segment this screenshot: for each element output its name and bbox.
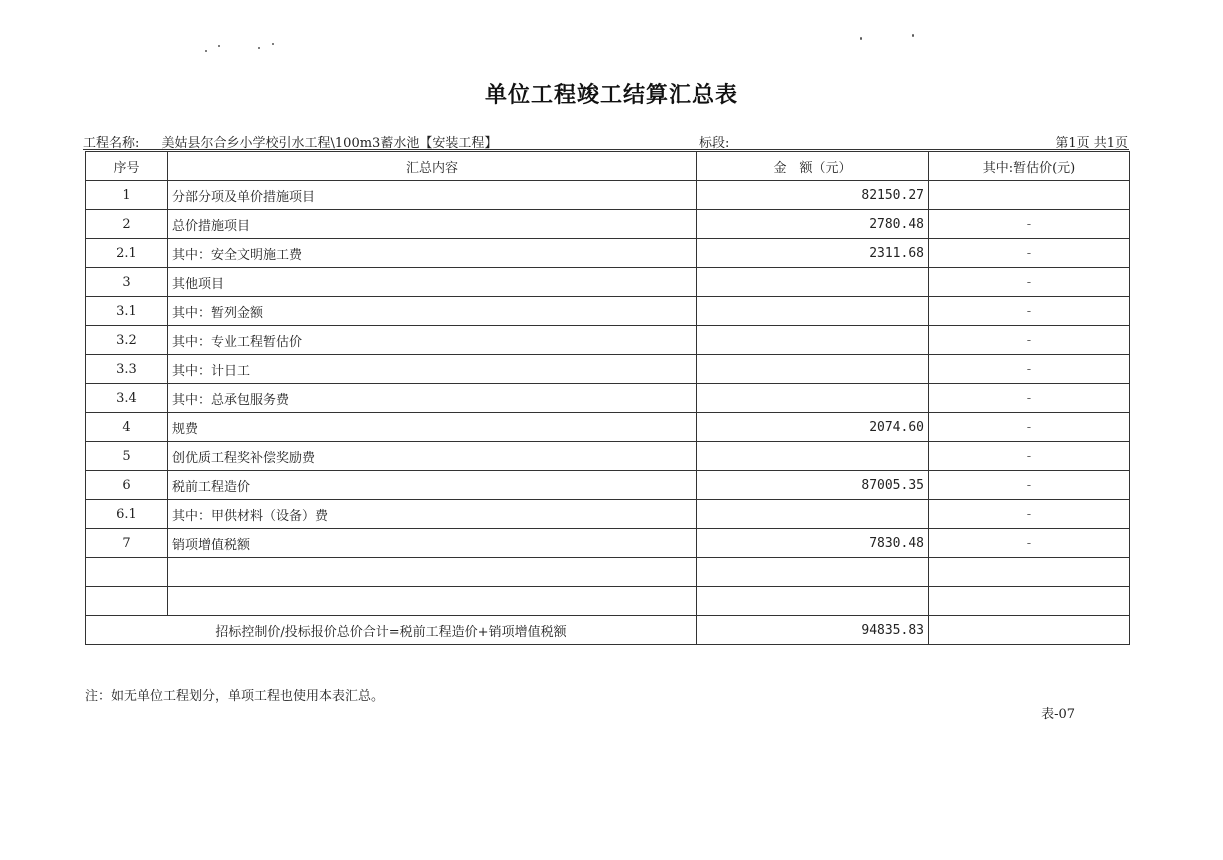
table-row — [86, 442, 1130, 471]
row-content: 其他项目 — [168, 268, 697, 297]
row-no: 2 — [86, 210, 168, 239]
row-provisional: - — [929, 384, 1130, 413]
project-label: 工程名称: — [83, 136, 140, 151]
scan-speck — [912, 34, 914, 37]
page-title: 单位工程竣工结算汇总表 — [484, 82, 738, 108]
table-row — [86, 355, 1130, 384]
row-amount — [697, 587, 929, 616]
column-header-no: 序号 — [86, 152, 168, 181]
row-no: 3 — [86, 268, 168, 297]
header-divider — [83, 149, 1129, 150]
table-header-row — [86, 152, 1130, 181]
row-provisional: - — [929, 529, 1130, 558]
row-provisional: - — [929, 239, 1130, 268]
total-amount: 94835.83 — [697, 616, 929, 645]
row-amount — [697, 326, 929, 355]
row-amount — [697, 384, 929, 413]
summary-table — [85, 151, 1130, 645]
table-row — [86, 181, 1130, 210]
table-row — [86, 239, 1130, 268]
row-content: 税前工程造价 — [168, 471, 697, 500]
row-provisional: - — [929, 442, 1130, 471]
row-provisional: - — [929, 355, 1130, 384]
scan-speck — [272, 43, 274, 45]
row-no: 3.3 — [86, 355, 168, 384]
row-content: 其中：甲供材料（设备）费 — [168, 500, 697, 529]
row-amount — [697, 355, 929, 384]
table-row — [86, 297, 1130, 326]
row-content: 总价措施项目 — [168, 210, 697, 239]
row-content: 创优质工程奖补偿奖励费 — [168, 442, 697, 471]
row-content — [168, 558, 697, 587]
row-provisional: - — [929, 471, 1130, 500]
row-provisional: - — [929, 268, 1130, 297]
row-provisional — [929, 181, 1130, 210]
scan-speck — [860, 37, 862, 40]
row-amount: 2074.60 — [697, 413, 929, 442]
row-amount — [697, 297, 929, 326]
row-no: 3.1 — [86, 297, 168, 326]
row-no: 5 — [86, 442, 168, 471]
total-label: 招标控制价/投标报价总价合计=税前工程造价+销项增值税额 — [86, 616, 697, 645]
row-provisional: - — [929, 210, 1130, 239]
row-no: 4 — [86, 413, 168, 442]
row-amount: 2780.48 — [697, 210, 929, 239]
row-amount: 82150.27 — [697, 181, 929, 210]
table-total-row — [86, 616, 1130, 645]
table-row — [86, 210, 1130, 239]
row-no: 3.2 — [86, 326, 168, 355]
project-name: 美姑县尔合乡小学校引水工程\100m3蓄水池【安装工程】 — [161, 136, 498, 151]
row-amount — [697, 442, 929, 471]
page-info: 第1页 共1页 — [1055, 136, 1128, 151]
row-provisional: - — [929, 326, 1130, 355]
row-no: 6.1 — [86, 500, 168, 529]
row-provisional — [929, 587, 1130, 616]
scan-speck — [205, 50, 207, 52]
row-no: 1 — [86, 181, 168, 210]
scan-speck — [258, 47, 260, 49]
row-no: 7 — [86, 529, 168, 558]
table-row-empty — [86, 587, 1130, 616]
footnote: 注：如无单位工程划分，单项工程也使用本表汇总。 — [85, 689, 385, 704]
table-row — [86, 384, 1130, 413]
row-content: 其中：总承包服务费 — [168, 384, 697, 413]
table-row — [86, 268, 1130, 297]
row-amount — [697, 558, 929, 587]
row-amount: 87005.35 — [697, 471, 929, 500]
section-label: 标段: — [699, 136, 730, 151]
row-no — [86, 587, 168, 616]
row-provisional: - — [929, 500, 1130, 529]
table-row — [86, 413, 1130, 442]
table-row — [86, 500, 1130, 529]
row-content: 其中：暂列金额 — [168, 297, 697, 326]
row-provisional: - — [929, 297, 1130, 326]
row-amount: 7830.48 — [697, 529, 929, 558]
row-content: 其中：计日工 — [168, 355, 697, 384]
scan-speck — [218, 45, 220, 47]
column-header-amount: 金 额（元） — [697, 152, 929, 181]
row-no — [86, 558, 168, 587]
row-no: 3.4 — [86, 384, 168, 413]
column-header-provisional: 其中:暂估价(元) — [929, 152, 1130, 181]
row-no: 2.1 — [86, 239, 168, 268]
row-content: 其中：安全文明施工费 — [168, 239, 697, 268]
row-content — [168, 587, 697, 616]
table-row — [86, 326, 1130, 355]
table-row-empty — [86, 558, 1130, 587]
total-provisional — [929, 616, 1130, 645]
row-content: 规费 — [168, 413, 697, 442]
form-code: 表-07 — [1041, 707, 1075, 722]
column-header-content: 汇总内容 — [168, 152, 697, 181]
table-row — [86, 471, 1130, 500]
row-provisional: - — [929, 413, 1130, 442]
row-amount — [697, 500, 929, 529]
row-content: 其中：专业工程暂估价 — [168, 326, 697, 355]
row-amount: 2311.68 — [697, 239, 929, 268]
table-row — [86, 529, 1130, 558]
row-content: 分部分项及单价措施项目 — [168, 181, 697, 210]
row-content: 销项增值税额 — [168, 529, 697, 558]
row-amount — [697, 268, 929, 297]
row-provisional — [929, 558, 1130, 587]
row-no: 6 — [86, 471, 168, 500]
